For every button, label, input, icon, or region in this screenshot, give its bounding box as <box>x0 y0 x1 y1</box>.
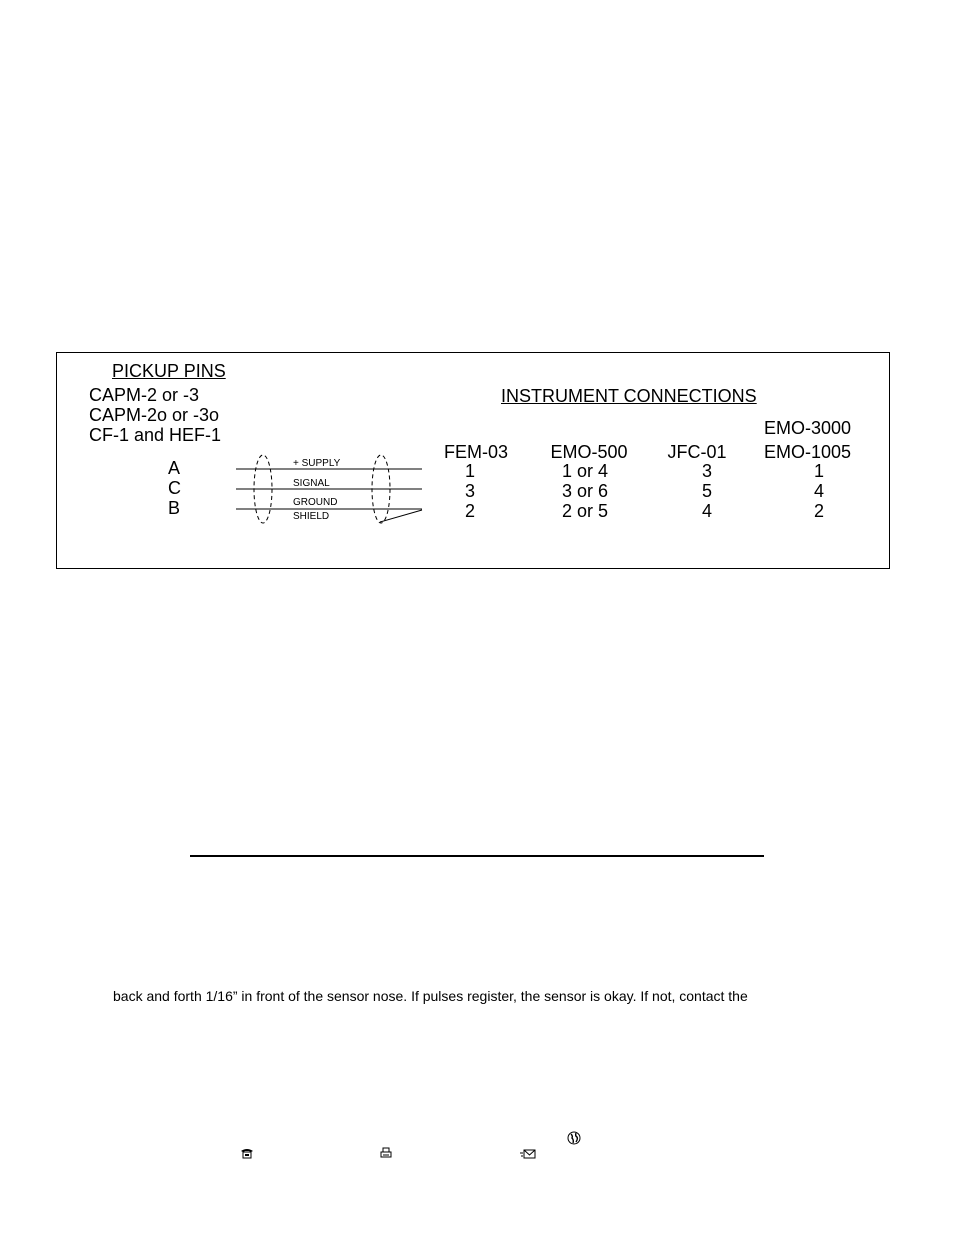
instrument-value: 1 <box>464 461 475 481</box>
instrument-header: EMO-1005 <box>764 442 852 462</box>
instrument-value: 2 or 5 <box>561 501 609 521</box>
instrument-connections-heading: INSTRUMENT CONNECTIONS <box>501 386 757 406</box>
wire-label-ground: GROUND <box>293 497 338 508</box>
wire-label-shield: SHIELD <box>293 511 330 522</box>
instrument-header-top: EMO-3000 <box>764 418 852 438</box>
instrument-header: EMO-500 <box>550 442 628 462</box>
wire-label-supply: + SUPPLY <box>293 458 341 469</box>
pickup-pin: C <box>168 478 181 498</box>
body-text-line: back and forth 1/16” in front of the sensor nose. If pulses register, the sensor is okay. If not, contact the <box>113 988 748 1004</box>
pickup-pins-heading: PICKUP PINS <box>112 361 226 381</box>
pickup-model: CF-1 and HEF-1 <box>89 425 222 445</box>
pickup-pin: B <box>168 498 181 518</box>
phone-icon <box>240 1147 254 1159</box>
instrument-value: 1 <box>813 461 824 481</box>
instrument-value: 2 <box>464 501 475 521</box>
wire-label-signal: SIGNAL <box>293 478 330 489</box>
instrument-value: 4 <box>813 481 824 501</box>
instrument-value: 3 <box>701 461 712 481</box>
instrument-value: 3 <box>464 481 475 501</box>
instrument-value: 4 <box>701 501 712 521</box>
instrument-value: 1 or 4 <box>561 461 609 481</box>
globe-icon <box>567 1131 581 1145</box>
instrument-header: FEM-03 <box>443 442 508 462</box>
pickup-model: CAPM-2 or -3 <box>89 385 200 405</box>
instrument-header: JFC-01 <box>667 442 727 462</box>
pickup-model: CAPM-2o or -3o <box>89 405 220 425</box>
instrument-value: 5 <box>701 481 712 501</box>
instrument-value: 2 <box>813 501 824 521</box>
pickup-pin: A <box>168 458 181 478</box>
email-icon <box>520 1148 536 1160</box>
fax-icon <box>380 1147 392 1159</box>
instrument-value: 3 or 6 <box>561 481 609 501</box>
section-rule <box>190 855 764 857</box>
